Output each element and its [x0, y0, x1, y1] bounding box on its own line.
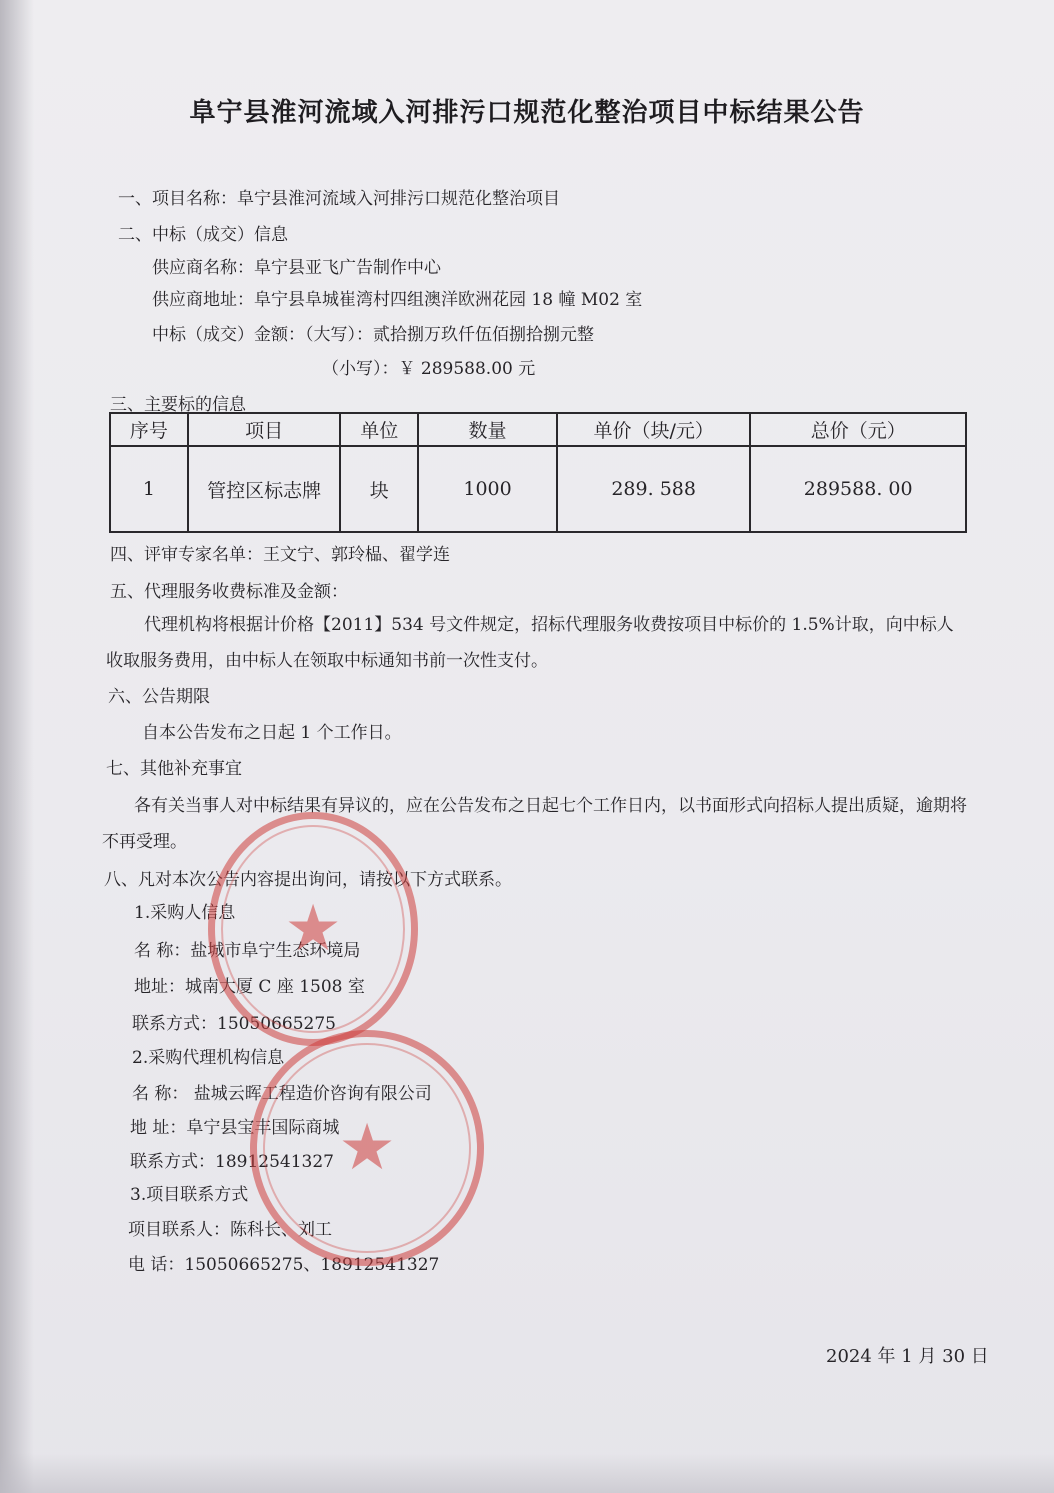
agency-name: 名 称： 盐城云晖工程造价咨询有限公司: [132, 1084, 432, 1104]
column-header-unit-price: 单价（块/元）: [557, 413, 751, 446]
announcement-date: 2024 年 1 月 30 日: [826, 1346, 989, 1367]
agency-fee-text: 代理机构将根据计价格【2011】534 号文件规定，招标代理服务收费按项目中标价的 1.5%计取，向中标人收取服务费用，由中标人在领取中标通知书前一次性支付。: [106, 615, 954, 671]
notice-period-text: 自本公告发布之日起 1 个工作日。: [142, 723, 402, 743]
supplier-address-line: 供应商地址：阜宁县阜城崔湾村四组澳洋欧洲花园 18 幢 M02 室: [152, 290, 643, 310]
agency-heading: 2.采购代理机构信息: [132, 1048, 285, 1068]
other-matters-text: 各有关当事人对中标结果有异议的，应在公告发布之日起七个工作日内，以书面形式向招标人提出质疑，逾期将不再受理。: [102, 796, 967, 852]
purchaser-contact: 联系方式：15050665275: [132, 1014, 336, 1034]
table-row: [110, 446, 966, 532]
cell-quantity: 1000: [418, 446, 557, 532]
table-header-row: [110, 413, 966, 446]
page-edge-shadow: [0, 0, 34, 1493]
purchaser-address: 地址：城南大厦 C 座 1508 室: [134, 977, 365, 997]
contact-heading: 八、凡对本次公告内容提出询问，请按以下方式联系。: [104, 870, 512, 890]
agency-fee-heading: 五、代理服务收费标准及金额：: [110, 582, 348, 602]
project-contact-person: 项目联系人：陈科长、刘工: [128, 1220, 332, 1240]
expert-list-line: 四、评审专家名单：王文宁、郭玲榀、翟学连: [110, 545, 450, 565]
seal-star-icon: ★: [284, 892, 342, 966]
award-info-heading: 二、中标（成交）信息: [118, 225, 288, 245]
supplier-name-line: 供应商名称：阜宁县亚飞广告制作中心: [152, 258, 441, 278]
award-amount-lower-line: （小写）：￥ 289588.00 元: [322, 359, 536, 379]
column-header-index: 序号: [110, 413, 188, 446]
column-header-total-price: 总价（元）: [750, 413, 966, 446]
page-bottom-shadow: [0, 1453, 1054, 1493]
project-contact-heading: 3.项目联系方式: [130, 1185, 249, 1205]
award-amount-upper-line: 中标（成交）金额：（大写）：贰拾捌万玖仟伍佰捌拾捌元整: [152, 325, 594, 345]
seal-star-icon: ★: [338, 1111, 396, 1185]
document-title: 阜宁县淮河流域入河排污口规范化整治项目中标结果公告: [189, 98, 865, 128]
cell-total-price: 289588. 00: [750, 446, 966, 532]
cell-item: 管控区标志牌: [188, 446, 341, 532]
project-contact-phone: 电 话：15050665275、18912541327: [128, 1255, 440, 1275]
project-name-line: 一、项目名称：阜宁县淮河流域入河排污口规范化整治项目: [118, 189, 560, 209]
bid-items-table: [109, 412, 967, 533]
purchaser-name: 名 称：盐城市阜宁生态环境局: [134, 941, 361, 961]
agency-contact: 联系方式：18912541327: [130, 1152, 334, 1172]
cell-unit-price: 289. 588: [557, 446, 751, 532]
agency-address: 地 址：阜宁县宝丰国际商城: [130, 1118, 340, 1138]
main-items-heading: 三、主要标的信息: [110, 395, 246, 415]
other-matters-heading: 七、其他补充事宜: [106, 759, 242, 779]
notice-period-heading: 六、公告期限: [108, 687, 210, 707]
purchaser-heading: 1.采购人信息: [134, 903, 236, 923]
column-header-quantity: 数量: [418, 413, 557, 446]
column-header-item: 项目: [188, 413, 341, 446]
cell-index: 1: [110, 446, 188, 532]
column-header-unit: 单位: [340, 413, 418, 446]
cell-unit: 块: [340, 446, 418, 532]
